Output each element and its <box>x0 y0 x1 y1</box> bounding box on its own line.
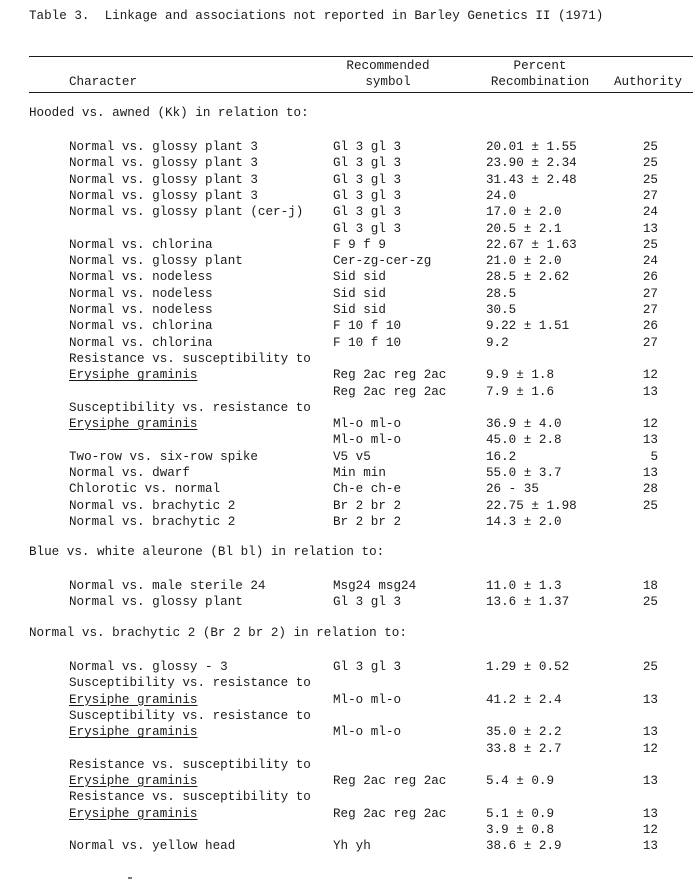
table-row <box>0 822 700 838</box>
cell-symbol: Ml-o ml-o <box>333 725 402 740</box>
cell-character: Resistance vs. susceptibility to <box>69 351 311 366</box>
cell-authority: 24 <box>642 205 658 220</box>
cell-authority: 26 <box>642 319 658 334</box>
cell-authority: 13 <box>642 384 658 399</box>
cell-character: Normal vs. glossy plant <box>69 254 243 269</box>
cell-character: Erysiphe graminis <box>69 368 198 383</box>
cell-character: Normal vs. chlorina <box>69 335 213 350</box>
cell-percent: 41.2 ± 2.4 <box>486 692 562 707</box>
cell-character: Erysiphe graminis <box>69 725 198 740</box>
cell-percent: 30.5 <box>486 303 517 317</box>
table-row <box>0 204 700 220</box>
cell-symbol: Reg 2ac reg 2ac <box>333 806 447 821</box>
cell-percent: 5.1 ± 0.9 <box>486 806 555 821</box>
table-title: Table 3. Linkage and associations not reported in Barley Genetics II (1971) <box>29 9 604 23</box>
header-authority: Authority <box>614 75 683 89</box>
cell-authority: 18 <box>642 579 658 593</box>
cell-character: Normal vs. glossy plant 3 <box>69 172 258 187</box>
cell-character: Susceptibility vs. resistance to <box>69 676 311 691</box>
cell-percent: 13.6 ± 1.37 <box>486 595 570 610</box>
cell-character: Normal vs. dwarf <box>69 466 190 480</box>
cell-symbol: F 10 f 10 <box>333 319 402 334</box>
cell-authority: 12 <box>642 823 658 837</box>
cell-character: Resistance vs. susceptibility to <box>69 790 311 805</box>
cell-character: Erysiphe graminis <box>69 806 198 821</box>
table-row <box>0 269 700 285</box>
cell-symbol: V5 v5 <box>333 449 371 464</box>
cell-character: Normal vs. glossy plant 3 <box>69 188 258 203</box>
cell-symbol: Sid sid <box>333 286 386 301</box>
cell-symbol: Ml-o ml-o <box>333 692 402 707</box>
header-percent-line2: Recombination <box>490 75 590 89</box>
cell-authority: 13 <box>642 433 658 448</box>
cell-character: Normal vs. chlorina <box>69 237 213 252</box>
table-row <box>0 335 700 351</box>
cell-authority: 24 <box>642 254 658 269</box>
header-percent-line1: Percent <box>513 59 567 73</box>
cell-character: Two-row vs. six-row spike <box>69 449 258 464</box>
table-row <box>0 724 700 740</box>
cell-authority: 25 <box>642 237 658 252</box>
cell-authority: 28 <box>642 482 658 497</box>
cell-percent: 24.0 <box>486 188 517 203</box>
group-heading: Blue vs. white aleurone (Bl bl) in relation to: <box>29 545 385 559</box>
cell-symbol: Gl 3 gl 3 <box>333 221 402 236</box>
cell-authority: 25 <box>642 595 658 610</box>
cell-symbol: Ml-o ml-o <box>333 433 402 448</box>
cell-percent: 16.2 <box>486 449 517 464</box>
cell-percent: 20.01 ± 1.55 <box>486 140 577 154</box>
cell-authority: 13 <box>642 466 658 480</box>
cell-authority: 12 <box>642 368 658 383</box>
cell-symbol: Sid sid <box>333 303 386 317</box>
header-bottom-rule <box>29 92 693 93</box>
table-row <box>0 449 700 465</box>
cell-symbol: Ml-o ml-o <box>333 417 402 432</box>
cell-symbol: Ch-e ch-e <box>333 482 402 497</box>
cell-symbol: Reg 2ac reg 2ac <box>333 384 447 399</box>
table-row <box>0 578 700 594</box>
header-top-rule <box>29 56 693 57</box>
cell-authority: 27 <box>642 303 658 317</box>
cell-symbol: Gl 3 gl 3 <box>333 156 402 171</box>
table-row <box>0 789 700 805</box>
cell-symbol: Gl 3 gl 3 <box>333 188 402 203</box>
table-row <box>0 773 700 789</box>
cell-symbol: Gl 3 gl 3 <box>333 205 402 220</box>
cell-percent: 9.2 <box>486 335 509 350</box>
table-row <box>0 692 700 708</box>
cell-authority: 12 <box>642 741 658 756</box>
cell-character: Erysiphe graminis <box>69 692 198 707</box>
cell-percent: 33.8 ± 2.7 <box>486 741 562 756</box>
cell-character: Normal vs. glossy plant 3 <box>69 156 258 171</box>
cell-percent: 28.5 ± 2.62 <box>486 270 570 285</box>
cell-symbol: Br 2 br 2 <box>333 498 402 513</box>
cell-character: Normal vs. yellow head <box>69 839 236 854</box>
scan-mark <box>128 877 132 879</box>
cell-character: Normal vs. nodeless <box>69 270 213 285</box>
cell-percent: 9.9 ± 1.8 <box>486 368 555 383</box>
cell-symbol: Sid sid <box>333 270 386 285</box>
table-row <box>0 253 700 269</box>
cell-symbol: Yh yh <box>333 839 371 854</box>
header-symbol-line2: symbol <box>365 75 411 89</box>
cell-percent: 11.0 ± 1.3 <box>486 579 562 593</box>
table-row <box>0 221 700 237</box>
table-row <box>0 188 700 204</box>
group-heading: Normal vs. brachytic 2 (Br 2 br 2) in relation to: <box>29 626 407 640</box>
cell-percent: 3.9 ± 0.8 <box>486 823 555 837</box>
cell-percent: 45.0 ± 2.8 <box>486 433 562 448</box>
cell-character: Chlorotic vs. normal <box>69 482 221 497</box>
cell-authority: 5 <box>650 449 658 464</box>
cell-authority: 13 <box>642 725 658 740</box>
header-symbol-line1: Recommended <box>346 59 430 73</box>
cell-authority: 27 <box>642 286 658 301</box>
table-row <box>0 675 700 691</box>
table-row <box>0 757 700 773</box>
cell-percent: 55.0 ± 3.7 <box>486 466 562 480</box>
table-row <box>0 481 700 497</box>
cell-authority: 25 <box>642 156 658 171</box>
cell-percent: 22.75 ± 1.98 <box>486 498 577 513</box>
cell-symbol: Gl 3 gl 3 <box>333 660 402 674</box>
table-row <box>0 367 700 383</box>
group-heading: Hooded vs. awned (Kk) in relation to: <box>29 106 309 120</box>
cell-character: Resistance vs. susceptibility to <box>69 757 311 772</box>
cell-character: Erysiphe graminis <box>69 417 198 432</box>
cell-percent: 17.0 ± 2.0 <box>486 205 562 220</box>
cell-symbol: Br 2 br 2 <box>333 514 402 529</box>
cell-percent: 9.22 ± 1.51 <box>486 319 570 334</box>
table-row <box>0 432 700 448</box>
table-row <box>0 139 700 155</box>
cell-percent: 22.67 ± 1.63 <box>486 237 577 252</box>
cell-character: Susceptibility vs. resistance to <box>69 708 311 723</box>
table-row <box>0 498 700 514</box>
cell-percent: 21.0 ± 2.0 <box>486 254 562 269</box>
table-row <box>0 659 700 675</box>
cell-character: Normal vs. nodeless <box>69 303 213 317</box>
cell-character: Normal vs. chlorina <box>69 319 213 334</box>
cell-percent: 5.4 ± 0.9 <box>486 774 555 789</box>
cell-character: Normal vs. glossy plant <box>69 595 243 610</box>
cell-symbol: Gl 3 gl 3 <box>333 140 402 154</box>
cell-authority: 13 <box>642 221 658 236</box>
cell-symbol: Reg 2ac reg 2ac <box>333 774 447 789</box>
cell-character: Erysiphe graminis <box>69 774 198 789</box>
table-row <box>0 806 700 822</box>
table-row <box>0 708 700 724</box>
cell-character: Normal vs. male sterile 24 <box>69 579 266 593</box>
cell-symbol: Msg24 msg24 <box>333 579 417 593</box>
cell-character: Normal vs. brachytic 2 <box>69 498 236 513</box>
table-row <box>0 351 700 367</box>
table-row <box>0 302 700 318</box>
cell-authority: 27 <box>642 335 658 350</box>
cell-percent: 14.3 ± 2.0 <box>486 514 562 529</box>
cell-symbol: Min min <box>333 466 386 480</box>
cell-authority: 25 <box>642 498 658 513</box>
cell-symbol: Gl 3 gl 3 <box>333 595 402 610</box>
table-row <box>0 400 700 416</box>
table-row <box>0 286 700 302</box>
table-row <box>0 318 700 334</box>
cell-authority: 13 <box>642 774 658 789</box>
cell-percent: 36.9 ± 4.0 <box>486 417 562 432</box>
cell-authority: 25 <box>642 140 658 154</box>
cell-symbol: Reg 2ac reg 2ac <box>333 368 447 383</box>
table-row <box>0 237 700 253</box>
cell-authority: 13 <box>642 692 658 707</box>
cell-authority: 25 <box>642 172 658 187</box>
table-row <box>0 741 700 757</box>
cell-percent: 31.43 ± 2.48 <box>486 172 577 187</box>
cell-percent: 20.5 ± 2.1 <box>486 221 562 236</box>
cell-symbol: Gl 3 gl 3 <box>333 172 402 187</box>
table-row <box>0 416 700 432</box>
cell-percent: 35.0 ± 2.2 <box>486 725 562 740</box>
cell-percent: 1.29 ± 0.52 <box>486 660 570 674</box>
table-row <box>0 384 700 400</box>
cell-character: Normal vs. nodeless <box>69 286 213 301</box>
header-character: Character <box>69 75 138 89</box>
cell-character: Susceptibility vs. resistance to <box>69 400 311 415</box>
cell-percent: 38.6 ± 2.9 <box>486 839 562 854</box>
cell-percent: 7.9 ± 1.6 <box>486 384 555 399</box>
cell-percent: 28.5 <box>486 286 517 301</box>
cell-percent: 23.90 ± 2.34 <box>486 156 577 171</box>
table-row <box>0 838 700 854</box>
cell-symbol: F 9 f 9 <box>333 237 386 252</box>
table-row <box>0 465 700 481</box>
cell-authority: 26 <box>642 270 658 285</box>
cell-symbol: Cer-zg-cer-zg <box>333 254 432 269</box>
cell-authority: 12 <box>642 417 658 432</box>
cell-character: Normal vs. glossy - 3 <box>69 660 228 674</box>
table-row <box>0 172 700 188</box>
table-row <box>0 155 700 171</box>
cell-character: Normal vs. glossy plant (cer-j) <box>69 205 304 220</box>
table-row <box>0 514 700 530</box>
cell-authority: 13 <box>642 839 658 854</box>
cell-character: Normal vs. glossy plant 3 <box>69 140 258 154</box>
cell-authority: 27 <box>642 188 658 203</box>
cell-symbol: F 10 f 10 <box>333 335 402 350</box>
table-row <box>0 594 700 610</box>
cell-percent: 26 - 35 <box>486 482 539 497</box>
cell-authority: 25 <box>642 660 658 674</box>
cell-character: Normal vs. brachytic 2 <box>69 514 236 529</box>
cell-authority: 13 <box>642 806 658 821</box>
